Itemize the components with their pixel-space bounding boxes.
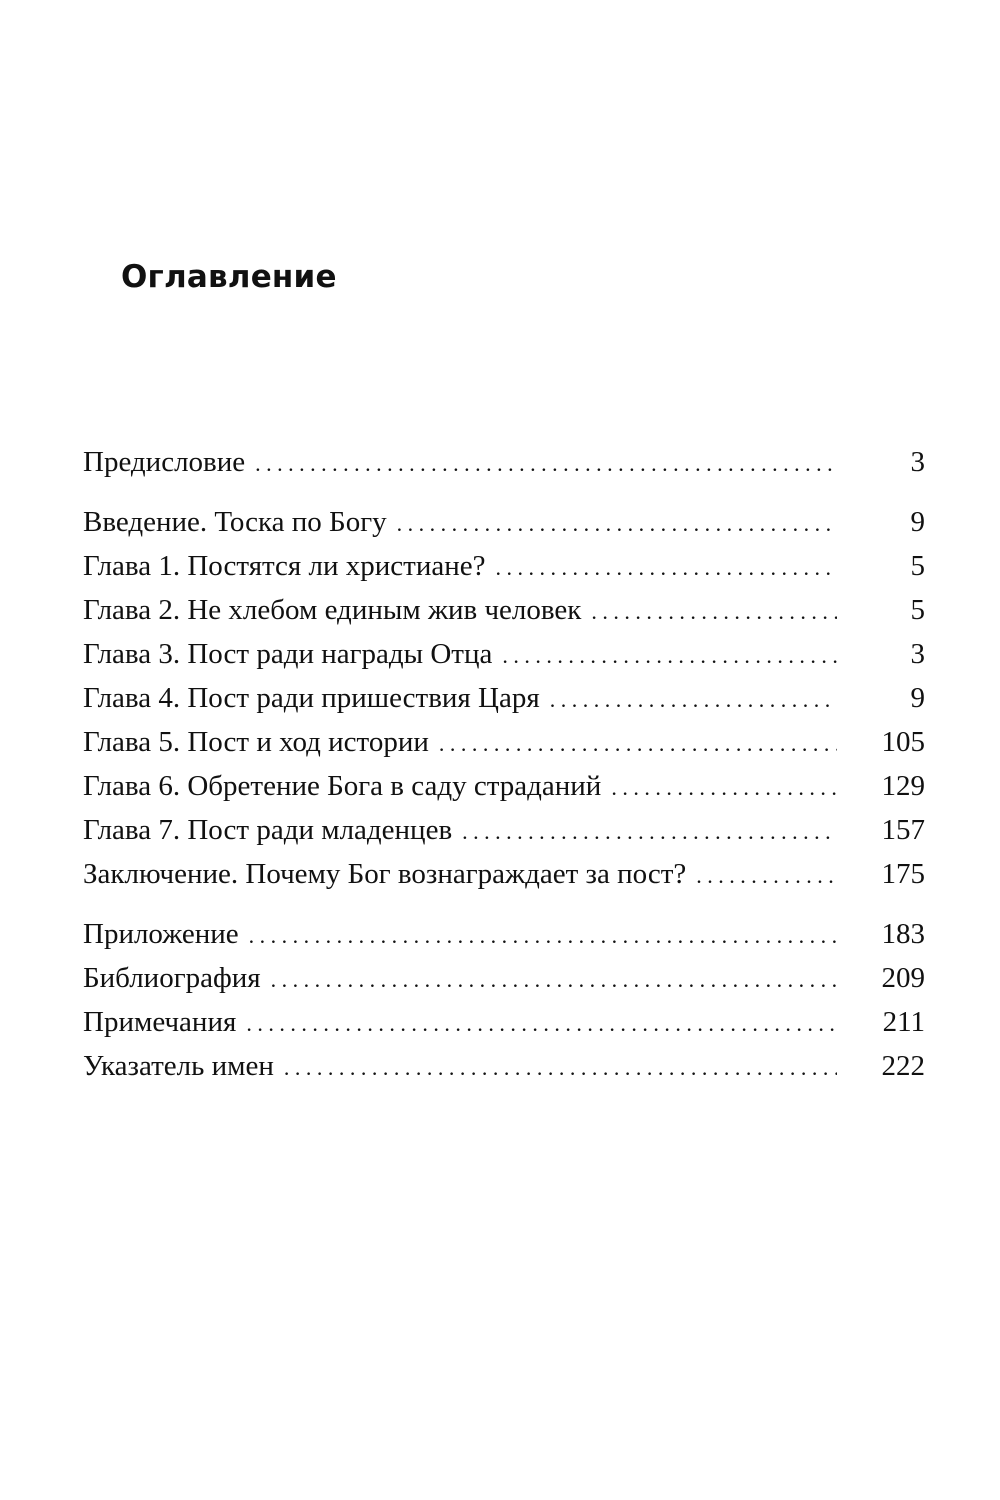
toc-entry[interactable] <box>83 440 925 484</box>
toc-entry-page: 211 <box>882 1006 925 1038</box>
toc-entry-title: Библиография <box>83 962 261 994</box>
page-title: Оглавление <box>121 259 337 295</box>
toc-entry-page: 157 <box>881 814 925 846</box>
toc-entry-title: Глава 4. Пост ради пришествия Царя <box>83 682 540 714</box>
dot-leader <box>284 1044 837 1090</box>
dot-leader <box>462 808 837 854</box>
toc-entry-title: Глава 2. Не хлебом единым жив человек <box>83 594 582 626</box>
toc-entry[interactable] <box>83 500 925 544</box>
toc-entry-title: Глава 6. Обретение Бога в саду страданий <box>83 770 602 802</box>
dot-leader <box>246 1000 837 1046</box>
dot-leader <box>696 852 837 898</box>
toc-entry-page: 129 <box>881 770 925 802</box>
toc-entry[interactable] <box>83 676 925 720</box>
toc-entry-title: Глава 3. Пост ради награды Отца <box>83 638 493 670</box>
toc-entry-page: 5 <box>910 594 925 626</box>
toc-entry[interactable] <box>83 764 925 808</box>
dot-leader <box>397 500 837 546</box>
dot-leader <box>495 544 837 590</box>
toc-entry-title: Глава 5. Пост и ход истории <box>83 726 429 758</box>
dot-leader <box>502 632 837 678</box>
toc-entry-page: 3 <box>910 638 925 670</box>
toc-entry-title: Приложение <box>83 918 239 950</box>
toc-entry-page: 5 <box>910 550 925 582</box>
toc-entry-title: Предисловие <box>83 446 246 478</box>
toc-entry[interactable] <box>83 632 925 676</box>
toc-entry[interactable] <box>83 720 925 764</box>
toc-entry[interactable] <box>83 1044 925 1088</box>
table-of-contents <box>83 440 925 1088</box>
toc-entry-page: 9 <box>910 682 925 714</box>
toc-entry[interactable] <box>83 956 925 1000</box>
toc-entry-page: 9 <box>910 506 925 538</box>
toc-entry-title: Глава 1. Постятся ли христиане? <box>83 550 486 582</box>
dot-leader <box>249 912 837 958</box>
toc-entry-page: 3 <box>910 446 925 478</box>
toc-entry[interactable] <box>83 808 925 852</box>
toc-entry-title: Примечания <box>83 1006 237 1038</box>
dot-leader <box>550 676 837 722</box>
dot-leader <box>255 440 837 486</box>
toc-entry-page: 175 <box>881 858 925 890</box>
toc-entry[interactable] <box>83 912 925 956</box>
toc-entry-page: 105 <box>881 726 925 758</box>
toc-entry-title: Глава 7. Пост ради младенцев <box>83 814 453 846</box>
toc-entry-title: Заключение. Почему Бог вознаграждает за пост? <box>83 858 687 890</box>
dot-leader <box>611 764 837 810</box>
toc-entry[interactable] <box>83 1000 925 1044</box>
toc-entry-page: 183 <box>881 918 925 950</box>
toc-entry[interactable] <box>83 852 925 896</box>
toc-entry-page: 209 <box>881 962 925 994</box>
dot-leader <box>271 956 837 1002</box>
toc-entry-page: 222 <box>881 1050 925 1082</box>
dot-leader <box>439 720 837 766</box>
toc-entry-title: Введение. Тоска по Богу <box>83 506 387 538</box>
dot-leader <box>591 588 837 634</box>
toc-entry[interactable] <box>83 544 925 588</box>
toc-entry[interactable] <box>83 588 925 632</box>
toc-entry-title: Указатель имен <box>83 1050 274 1082</box>
